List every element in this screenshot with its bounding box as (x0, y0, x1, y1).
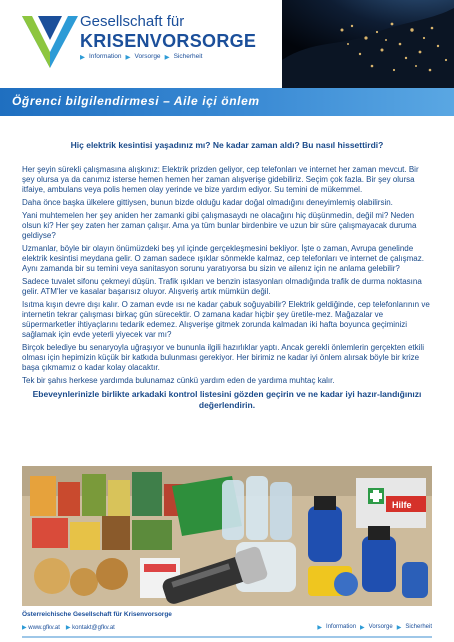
tag-item: Information (89, 53, 122, 60)
tag-item: Vorsorge (134, 53, 161, 60)
tag-item: Information (326, 624, 357, 630)
paragraph: Her şeyin sürekli çalışmasına alışkınız: Elektrik prizden geliyor, cep telefonları ve internet her zaman mevcut. Bir şey olursa ya da canımız isterse hemen hemen her zaman alışverişe gidebiliriz. Seçim çok fazla. Bir şey olursa itfaiye, ambulans veya polis hemen olay yerinde ve bize yardım ediyor. Su temini de mükemmel. (22, 165, 419, 194)
arrow-icon: ▶ (125, 54, 131, 61)
page-title: Öğrenci bilgilendirmesi – Aile içi önlem (12, 94, 260, 108)
title-banner (0, 88, 454, 116)
paragraph: Yani muhtemelen her şey aniden her zamanki gibi çalışmasaydı ne olacağını hiç düşünmedin, değil mi? Neden olsun ki? Her şey zaten her zaman çalışır. Ama ya tüm bunlar birdenbire ve uzun bir süre çalışmayacak duruma geldiyse? (22, 211, 417, 240)
logo-text-line2: KRISENVORSORGE (80, 31, 257, 51)
arrow-icon: ▶ (65, 625, 71, 631)
website-link[interactable]: www.gfkv.at (28, 625, 60, 631)
paragraph: Birçok belediye bu senaryoyla uğraşıyor ve bununla ilgili hazırlıklar yaptı. Ancak gerekli önlemlerin gerçekten etkili olması için hepimizin küçük bir katkıda bulunması gerekiyor. Her birimiz ne kadar iyi önlem alırsak böyle bir krize başa çıkmamız o kadar kolay olacaktır. (22, 343, 424, 372)
logo-text-line1: Gesellschaft für (80, 13, 185, 30)
arrow-icon: ▶ (22, 625, 27, 631)
page-header (0, 0, 454, 88)
arrow-icon: ▶ (317, 625, 323, 631)
paragraph: Sadece tuvalet sifonu çekmeyi düşün. Trafik ışıkları ve benzin istasyonları olmadığında trafik de durma noktasına gelir. ATM'ler ve kasalar başarısız oluyor. Alışveriş artık mümkün değil. (22, 277, 422, 296)
paragraph: Uzmanlar, böyle bir olayın önümüzdeki beş yıl içinde gerçekleşmesini bekliyor. İşte o zaman, Avrupa genelinde elektrik kesintisi meydana gelir. O zaman sadece ışıklar sönmekle kalmaz, cep telefonları ve internet de çalışmaz. Aynı zamanda bir su temini veya sanitasyon sorunu yaratıyorsa bu sizin ve ailenız için ne anlama gelebilir? (22, 244, 424, 273)
logo-tagline (80, 53, 202, 61)
triangle-logo-icon (20, 12, 80, 72)
footer-divider (22, 636, 432, 638)
tag-item: Sicherheit (405, 624, 432, 630)
intro-question: Hiç elektrik kesintisi yaşadınız mı? Ne kadar zaman aldı? Bu nasıl hissettirdi? (70, 140, 384, 150)
email-link[interactable]: kontakt@gfkv.at (72, 625, 115, 631)
arrow-icon: ▶ (164, 54, 170, 61)
footer-contact (22, 624, 115, 631)
call-to-action: Ebeveynlerinizle birlikte arkadaki kontrol listesini gözden geçirin ve ne kadar iyi hazır-landığınızı değerlendirin. (32, 389, 422, 410)
paragraph: Tek bir şahıs herkese yardımda bulunamaz cünkü yardım eden de yardıma muhtaç kalır. (22, 376, 335, 385)
arrow-icon: ▶ (396, 625, 402, 631)
first-aid-label: Hilfe (392, 500, 412, 510)
article-body (22, 140, 432, 411)
footer-tagline (317, 624, 432, 631)
tag-item: Vorsorge (368, 624, 393, 630)
footer-organization: Österreichische Gesellschaft für Krisenvorsorge (22, 611, 172, 618)
arrow-icon: ▶ (80, 54, 85, 61)
paragraph: Daha önce başka ülkelere gittiysen, bunun bizde olduğu kadar doğal olmadığını deneyimlemiş olabilirsin. (22, 198, 393, 207)
earth-at-night-image (282, 0, 454, 88)
emergency-supplies-photo (22, 466, 432, 606)
page-footer (0, 606, 454, 642)
arrow-icon: ▶ (360, 625, 365, 631)
paragraph: Isıtma kışın devre dışı kalır. O zaman evde ısı ne kadar çabuk soğuyabilir? Elektrik geldiğinde, cep telefonlarının ve internetin tekrar çalışması birkaç gün sürecektir. O zamana kadar hiçbir şey üretile-mez. Mağazalar ve süpermarketler ihtiyaçlarını tedarik edemez. Alışverişe gitmek zorunda kalmadan iki hafta boyunca geçiminizi sağlamak için evde yeterli yiyecek var mı? (22, 300, 430, 339)
tag-item: Sicherheit (173, 53, 203, 60)
